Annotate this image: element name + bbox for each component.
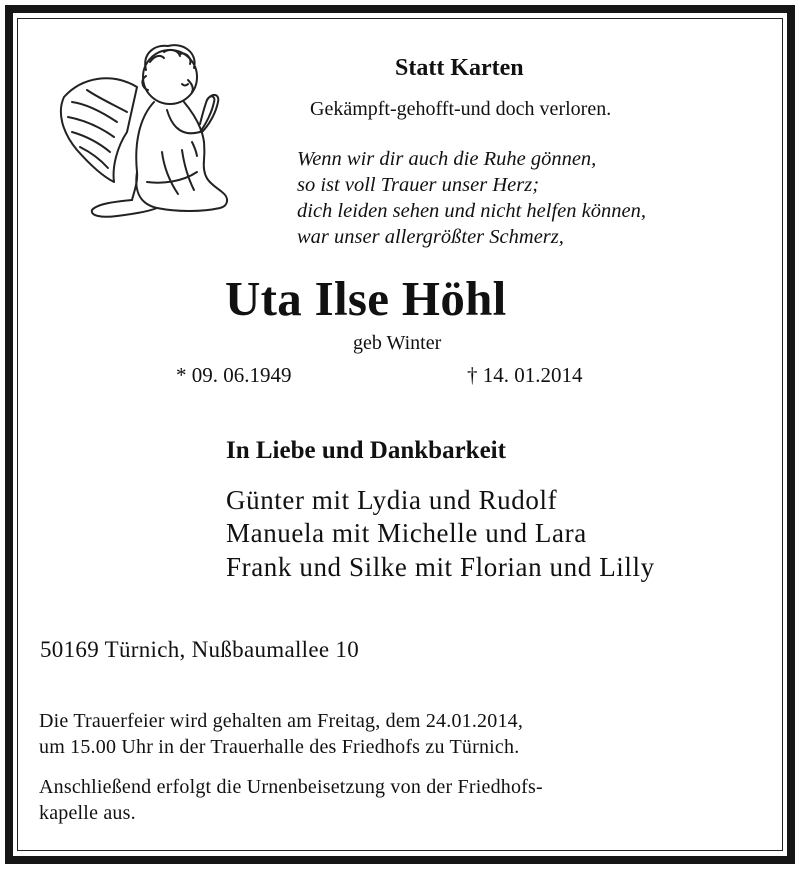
poem-line: war unser allergrößter Schmerz, bbox=[297, 226, 564, 248]
birth-date: * 09. 06.1949 bbox=[176, 363, 292, 387]
poem-line: dich leiden sehen und nicht helfen können, bbox=[297, 200, 646, 222]
address-line: 50169 Türnich, Nußbaumallee 10 bbox=[40, 637, 360, 662]
praying-angel-icon bbox=[42, 32, 242, 232]
deceased-name: Uta Ilse Höhl bbox=[225, 271, 507, 326]
statt-karten-heading: Statt Karten bbox=[395, 55, 524, 81]
funeral-info-line: um 15.00 Uhr in der Trauerhalle des Friedhofs zu Türnich. bbox=[39, 736, 520, 758]
mourner-line: Frank und Silke mit Florian und Lilly bbox=[226, 552, 655, 582]
motto-line: Gekämpft-gehofft-und doch verloren. bbox=[310, 98, 612, 120]
poem-line: Wenn wir dir auch die Ruhe gönnen, bbox=[297, 148, 597, 170]
burial-info-line: Anschließend erfolgt die Urnenbeisetzung von der Friedhofs- bbox=[39, 776, 543, 798]
mourners-heading: In Liebe und Dankbarkeit bbox=[226, 437, 506, 464]
birth-name: geb Winter bbox=[353, 332, 442, 354]
death-date: † 14. 01.2014 bbox=[467, 363, 583, 387]
mourner-line: Manuela mit Michelle und Lara bbox=[226, 518, 587, 548]
burial-info-line: kapelle aus. bbox=[39, 802, 136, 824]
poem-line: so ist voll Trauer unser Herz; bbox=[297, 174, 540, 196]
funeral-info-line: Die Trauerfeier wird gehalten am Freitag, dem 24.01.2014, bbox=[39, 710, 524, 732]
mourner-line: Günter mit Lydia und Rudolf bbox=[226, 485, 558, 515]
